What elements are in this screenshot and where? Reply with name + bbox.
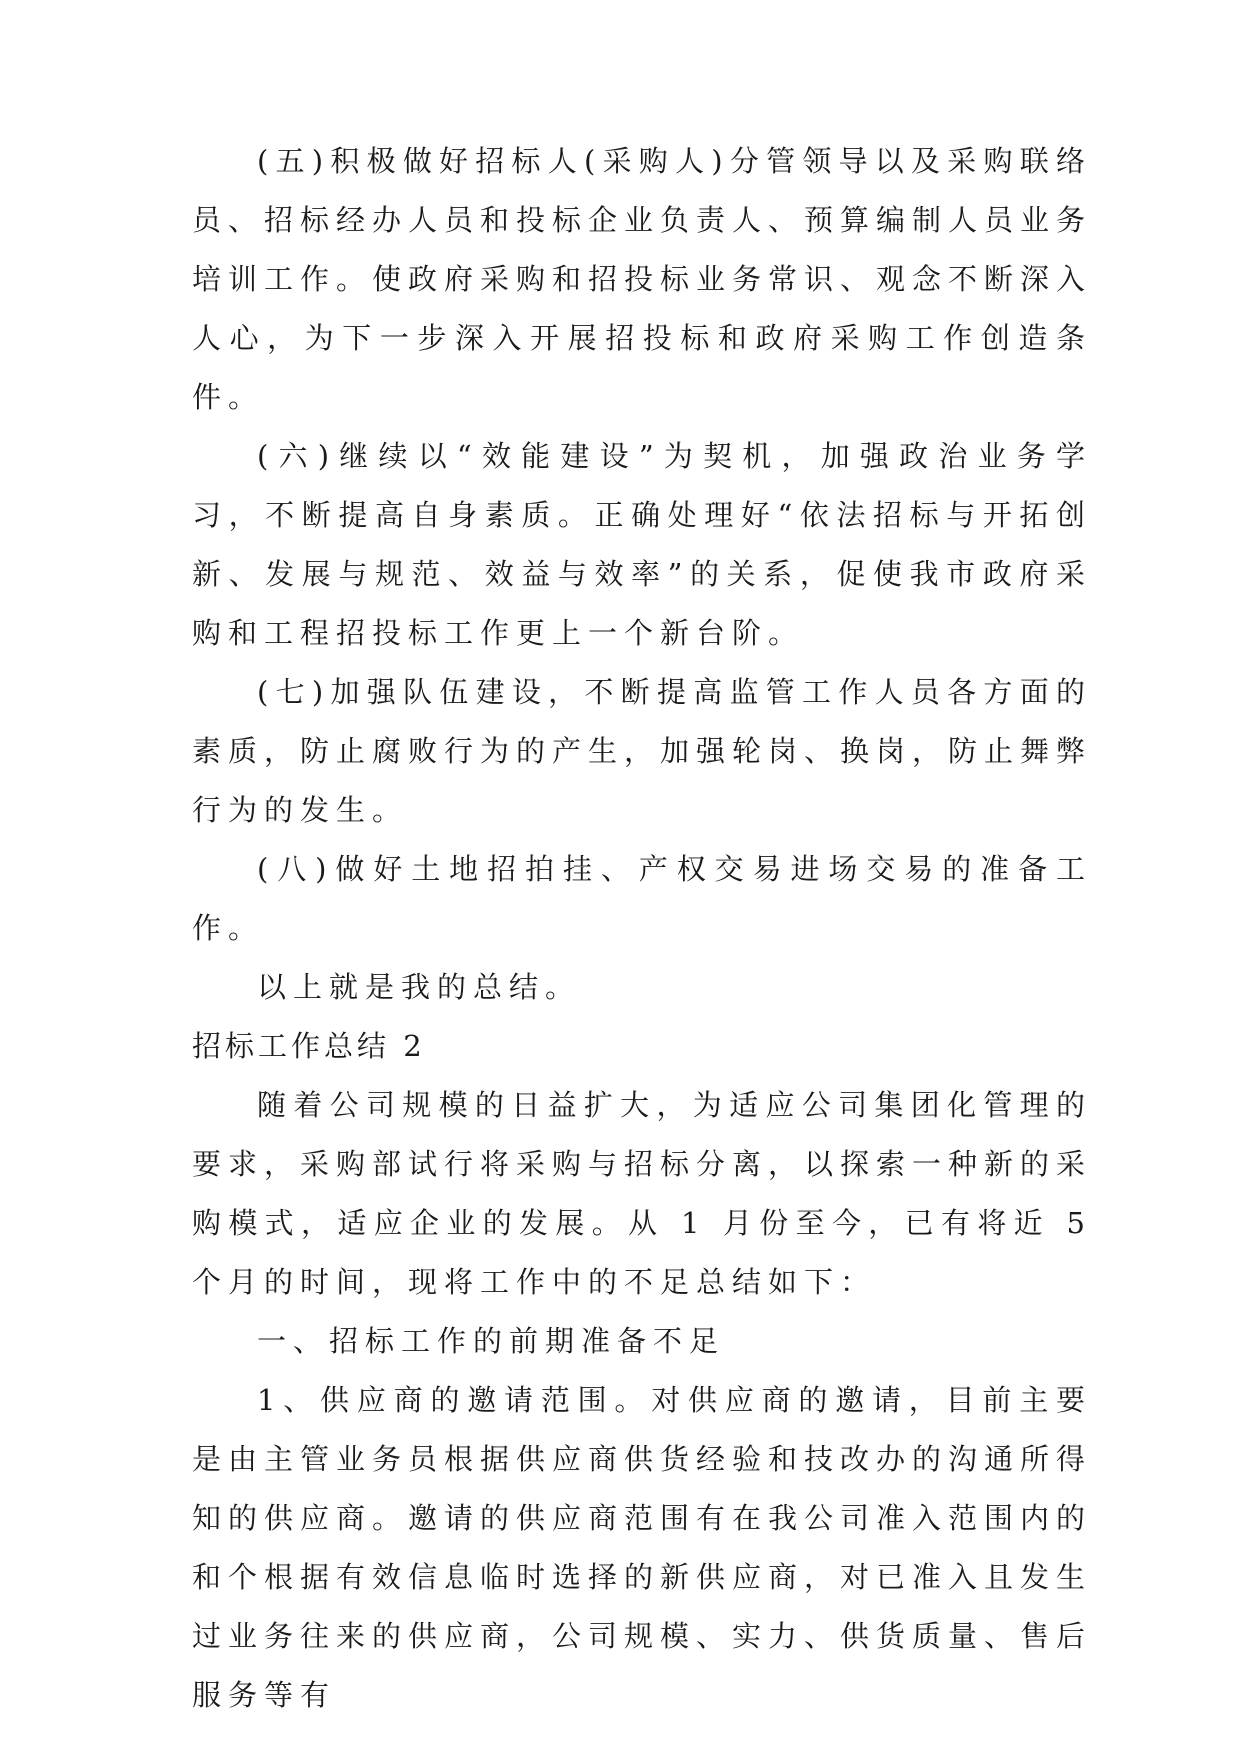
paragraph: (五)积极做好招标人(采购人)分管领导以及采购联络员、招标经办人员和投标企业负责人、预算编制人员业务培训工作。使政府采购和招投标业务常识、观念不断深入人心，为下一步深入开展招投标和政府采购工作创造条件。 <box>192 144 1093 414</box>
paragraph: 以上就是我的总结。 <box>257 970 582 1004</box>
section-title: 招标工作总结 2 <box>192 1029 426 1063</box>
paragraph: (七)加强队伍建设，不断提高监管工作人员各方面的素质，防止腐败行为的产生，加强轮岗、换岗，防止舞弊行为的发生。 <box>192 675 1093 827</box>
paragraph: 随着公司规模的日益扩大，为适应公司集团化管理的要求，采购部试行将采购与招标分离，以探索一种新的采购模式，适应企业的发展。从 1 月份至今，已有将近 5 个月的时间，现将工作中的不足总结如下： <box>192 1088 1093 1299</box>
paragraph: (六)继续以“效能建设”为契机，加强政治业务学习，不断提高自身素质。正确处理好“依法招标与开拓创新、发展与规范、效益与效率”的关系，促使我市政府采购和工程招投标工作更上一个新台阶。 <box>192 439 1092 650</box>
subheading: 一、招标工作的前期准备不足 <box>257 1324 726 1358</box>
paragraph: 1、供应商的邀请范围。对供应商的邀请，目前主要是由主管业务员根据供应商供货经验和技改办的沟通所得知的供应商。邀请的供应商范围有在我公司准入范围内的和个根据有效信息临时选择的新供应商，对已准入且发生过业务往来的供应商，公司规模、实力、供货质量、售后服务等有 <box>192 1383 1093 1712</box>
document-page <box>192 132 1092 1725</box>
paragraph: (八)做好土地招拍挂、产权交易进场交易的准备工作。 <box>192 852 1092 945</box>
